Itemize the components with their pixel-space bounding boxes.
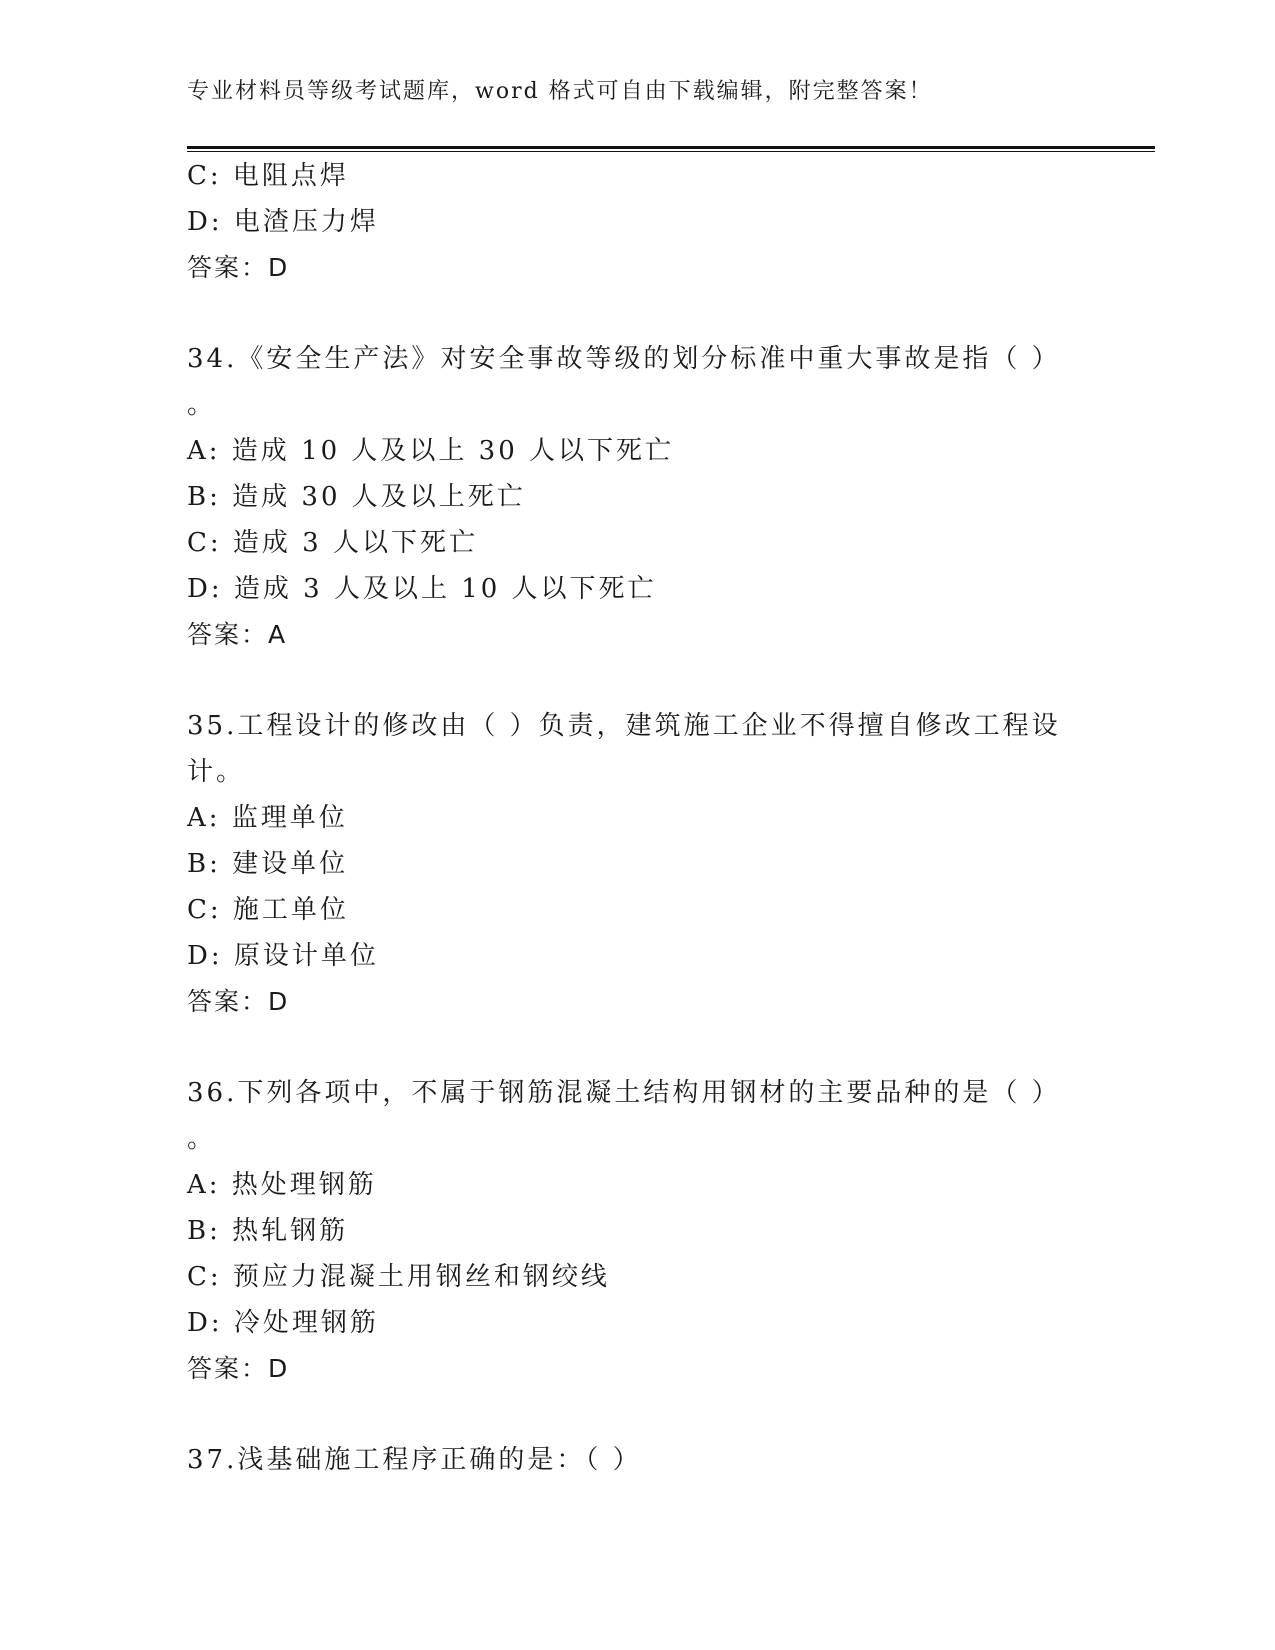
question-block-36 [187, 1070, 1087, 1392]
option-c: C: 预应力混凝土用钢丝和钢绞线 [187, 1262, 610, 1292]
page-header: 专业材料员等级考试题库，word 格式可自由下载编辑，附完整答案！ [187, 79, 933, 104]
option-b: B: 建设单位 [187, 849, 349, 879]
question-block-37 [187, 1437, 1087, 1483]
option-d: D: 造成 3 人及以上 10 人以下死亡 [187, 574, 657, 604]
option-c: C: 造成 3 人以下死亡 [187, 528, 478, 558]
option-b: B: 造成 30 人及以上死亡 [187, 482, 526, 512]
document-body [187, 153, 1087, 1483]
question-text: 36.下列各项中，不属于钢筋混凝土结构用钢材的主要品种的是（ ） [187, 1078, 1061, 1108]
question-block-33 [187, 153, 1087, 291]
question-text-continued: 。 [187, 390, 217, 420]
question-text-continued: 计。 [187, 757, 246, 787]
answer-line: 答案：D [187, 253, 290, 282]
header-rule-thin [187, 151, 1155, 152]
question-text: 35.工程设计的修改由（ ）负责，建筑施工企业不得擅自修改工程设 [187, 711, 1061, 741]
option-d: D: 冷处理钢筋 [187, 1308, 379, 1338]
option-a: A: 监理单位 [187, 803, 348, 833]
spacer [187, 1392, 1087, 1437]
option-c: C: 电阻点焊 [187, 161, 349, 191]
answer-line: 答案：A [187, 620, 288, 649]
question-text: 34.《安全生产法》对安全事故等级的划分标准中重大事故是指（ ） [187, 344, 1061, 374]
option-c: C: 施工单位 [187, 895, 349, 925]
option-d: D: 原设计单位 [187, 941, 379, 971]
spacer [187, 658, 1087, 703]
spacer [187, 1025, 1087, 1070]
answer-line: 答案：D [187, 987, 290, 1016]
question-block-34 [187, 336, 1087, 658]
question-text: 37.浅基础施工程序正确的是：（ ） [187, 1445, 642, 1475]
option-a: A: 热处理钢筋 [187, 1170, 377, 1200]
question-block-35 [187, 703, 1087, 1025]
answer-line: 答案：D [187, 1354, 290, 1383]
question-text-continued: 。 [187, 1124, 217, 1154]
header-rule-thick [187, 146, 1155, 149]
spacer [187, 291, 1087, 336]
option-b: B: 热轧钢筋 [187, 1216, 349, 1246]
option-a: A: 造成 10 人及以上 30 人以下死亡 [187, 436, 675, 466]
option-d: D: 电渣压力焊 [187, 207, 379, 237]
